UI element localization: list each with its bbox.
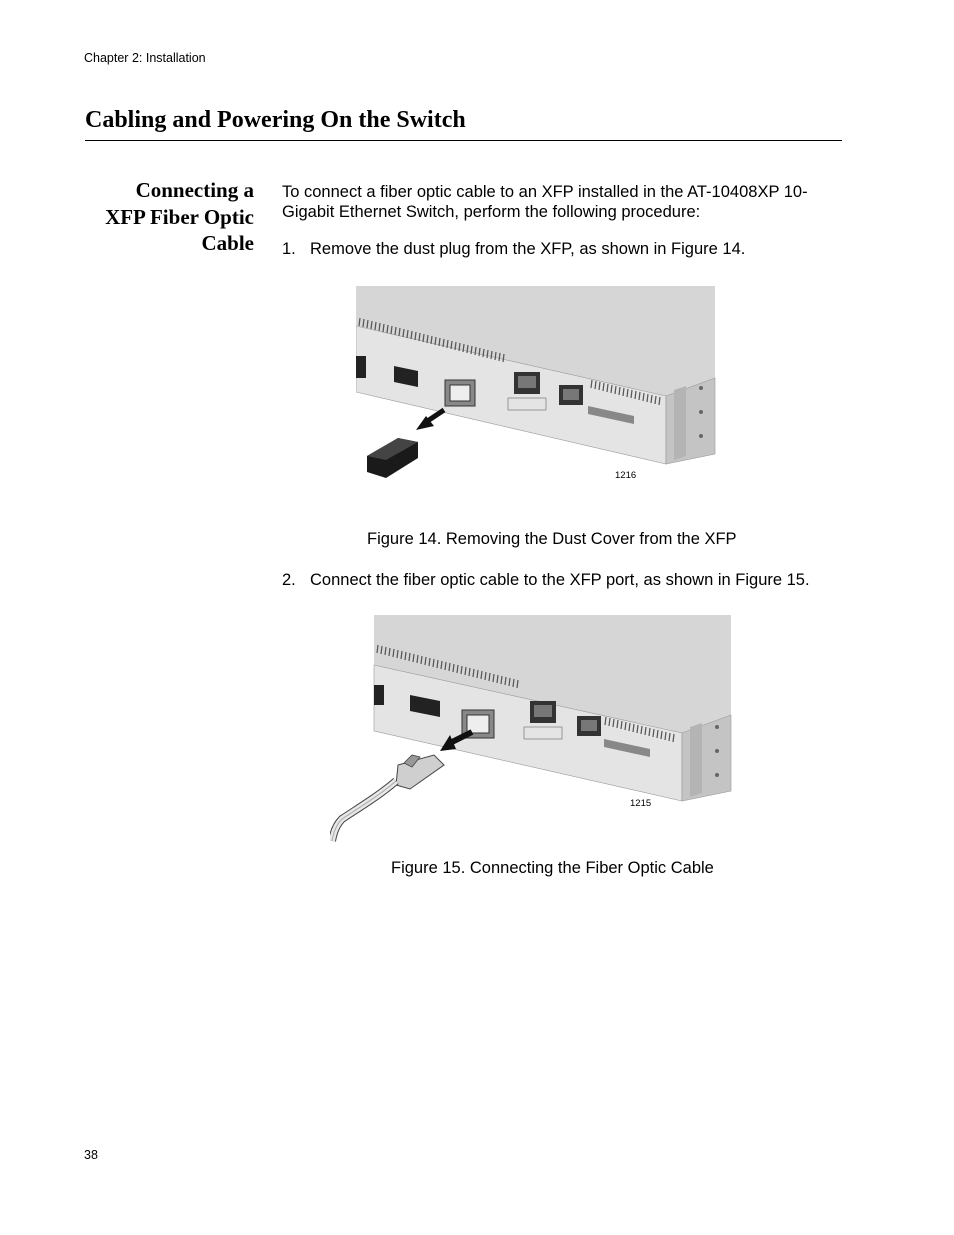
- figure-caption: Figure 15. Connecting the Fiber Optic Cable: [391, 859, 714, 877]
- figure-15-illustration: [330, 615, 732, 847]
- side-heading-line: Connecting a: [135, 178, 254, 202]
- figure-id-label: 1215: [630, 798, 652, 809]
- running-head: Chapter 2: Installation: [84, 51, 206, 65]
- side-heading: [60, 177, 254, 257]
- title-rule: [85, 140, 842, 141]
- page-number: 38: [84, 1148, 98, 1162]
- side-heading-line: XFP Fiber Optic: [105, 204, 254, 229]
- step-text: Remove the dust plug from the XFP, as shown in Figure 14.: [310, 240, 746, 258]
- figure-id-label: 1216: [615, 470, 637, 481]
- figure-caption: Figure 14. Removing the Dust Cover from the XFP: [367, 530, 737, 548]
- side-heading-line: Cable: [201, 231, 254, 255]
- step-number: 2.: [282, 571, 296, 589]
- section-title: Cabling and Powering On the Switch: [85, 107, 466, 133]
- step-number: 1.: [282, 240, 296, 258]
- intro-paragraph: To connect a fiber optic cable to an XFP installed in the AT-10408XP 10-Gigabit Ethernet Switch, perform the following procedure:: [282, 183, 808, 221]
- figure-14-illustration: [356, 286, 716, 486]
- step-text: Connect the fiber optic cable to the XFP port, as shown in Figure 15.: [310, 571, 810, 589]
